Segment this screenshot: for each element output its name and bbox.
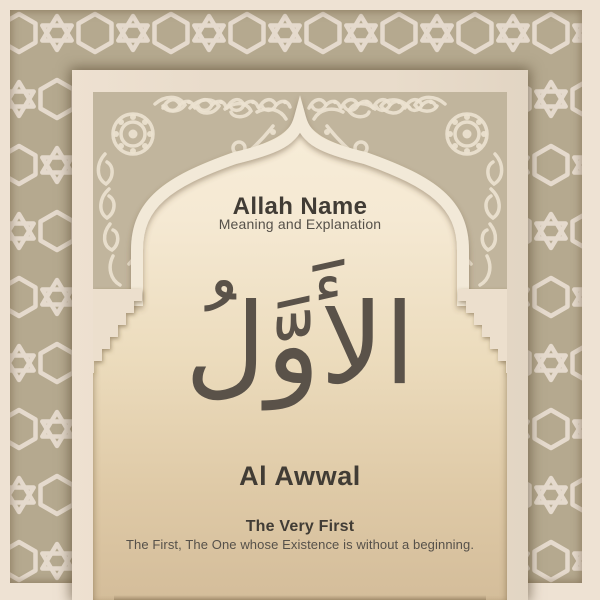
bottom-shadow-edge — [114, 595, 486, 600]
panel-interior — [93, 92, 507, 600]
arabic-calligraphy: الأَوَّلُ — [184, 280, 416, 410]
meaning-description: The First, The One whose Existence is without a beginning. — [125, 537, 475, 552]
page-subtitle: Meaning and Explanation — [218, 216, 382, 232]
arch-frame-panel — [72, 70, 528, 600]
meaning-title: The Very First — [245, 518, 355, 535]
page-title: Allah Name — [232, 193, 368, 220]
name-transliteration: Al Awwal — [239, 461, 361, 491]
